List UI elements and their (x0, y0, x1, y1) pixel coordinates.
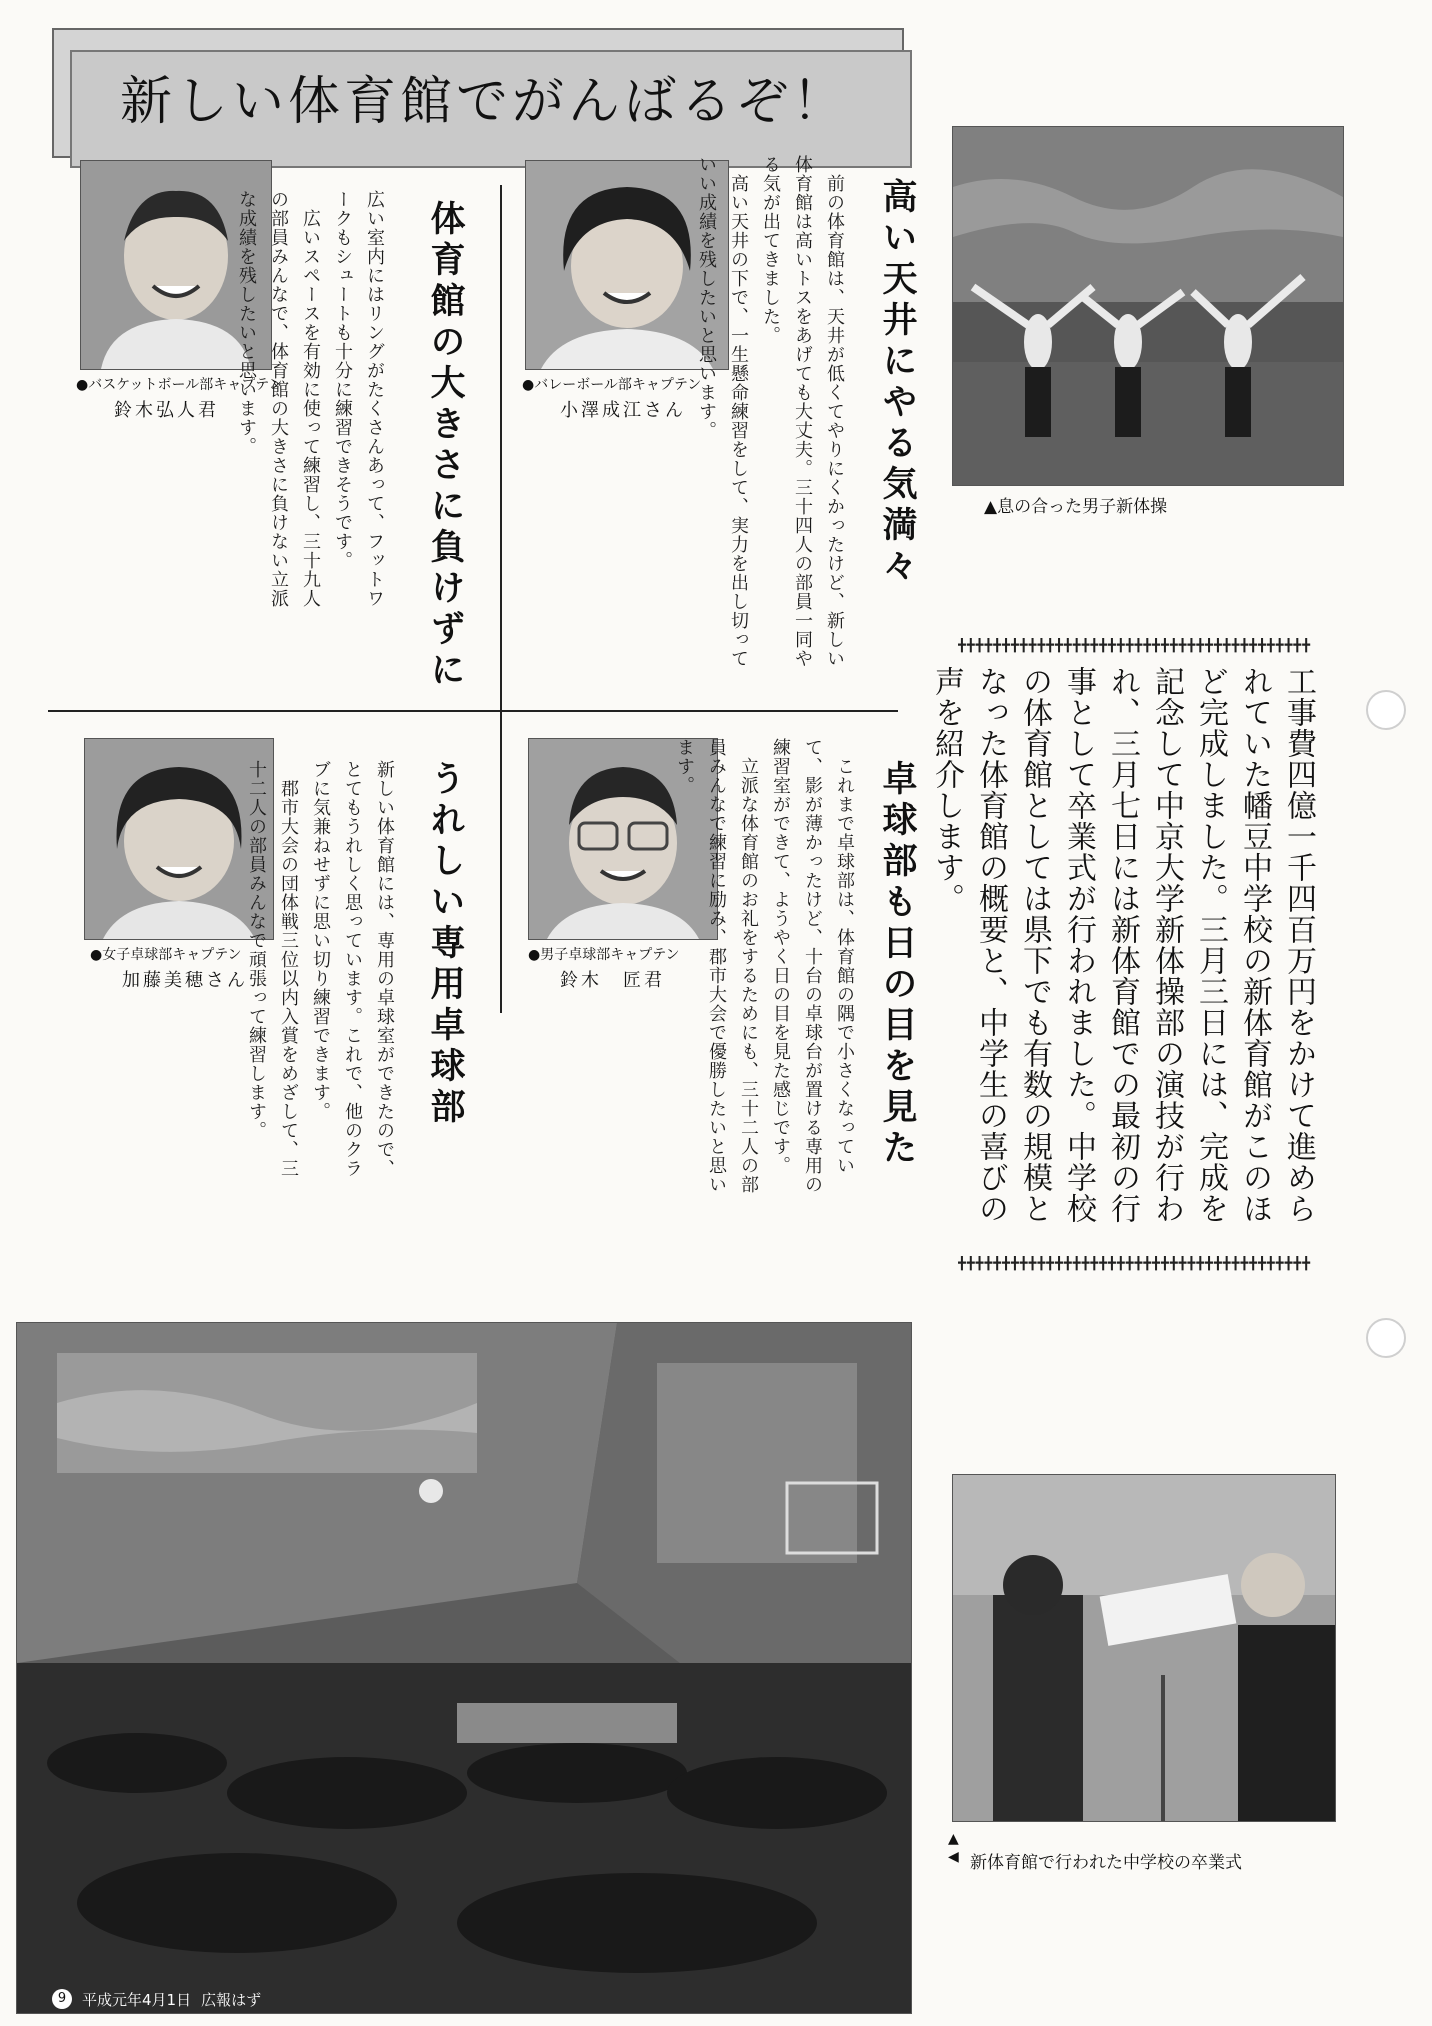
name-girls-table-tennis-captain: 加藤美穂さん (122, 970, 248, 991)
caption-graduation-ceremony: 新体育館で行われた中学校の卒業式 (970, 1853, 1242, 1873)
caption-ceremony-marks: ▲◀ (948, 1831, 959, 1865)
decorative-border-bottom: ╋╋╋╋╋╋╋╋╋╋╋╋╋╋╋╋╋╋╋╋╋╋╋╋╋╋╋╋╋╋╋╋╋╋╋╋╋╋╋╋ (958, 1256, 1312, 1271)
text-boys-table-tennis: これまで卓球部は、体育館の隅で小さくなっていて、影が薄かったけど、十台の卓球台が置ける専用の練習室ができて、ようやく日の目を見た感じです。 立派な体育館のお礼をするためにも、三十二人の部員みんなで練習に励み、郡市大会で優勝したいと思います。 (674, 738, 855, 1194)
text-basketball: 広い室内にはリングがたくさんあって、フットワークもシュートも十分に練習できそうです。 広いスペースを有効に使って練習し、三十九人の部員みんなで、体育館の大きさに負けない立派な成績を残したいと思います。 (236, 190, 385, 608)
photo-mens-rhythmic-gymnastics (952, 126, 1344, 486)
name-boys-table-tennis-captain: 鈴木 匠君 (560, 970, 665, 991)
heading-boys-table-tennis: 卓球部も日の目を見た (877, 760, 918, 1170)
page-number: 9 (52, 1989, 72, 2009)
panel-divider-horizontal (48, 710, 898, 712)
footer-date: 平成元年4月1日 (82, 1990, 192, 2009)
heading-volleyball: 高い天井にやる気満々 (877, 178, 918, 588)
caption-volleyball-role: ●バレーボール部キャプテン (522, 377, 702, 393)
caption-basketball-role: ●バスケットボール部キャプテン (76, 377, 283, 393)
page-headline: 新しい体育館でがんばるぞ！ (119, 72, 848, 132)
text-volleyball: 前の体育館は、天井が低くてやりにくかったけど、新しい体育館は高いトスをあげても大丈夫。三十四人の部員一同やる気が出てきました。 高い天井の下で、一生懸命練習をして、実力を出し切っていい成績を残したいと思います。 (696, 155, 845, 668)
name-basketball-captain: 鈴木弘人君 (114, 400, 219, 421)
name-volleyball-captain: 小澤成江さん (560, 400, 686, 421)
heading-girls-table-tennis: うれしい専用卓球部 (425, 760, 466, 1129)
footer-publication: 広報はず (201, 1990, 262, 2009)
page-footer (52, 1987, 261, 2011)
binder-hole-top (1366, 690, 1406, 730)
intro-text: 工事費四億一千四百万円をかけて進められていた幡豆中学校の新体育館がこのほど完成しました。三月三日には、完成を記念して中京大学新体操部の演技が行われ、三月七日には新体育館での最初の行事として卒業式が行われました。中学校の体育館としては県下でも有数の規模となった体育館の概要と、中学生の喜びの声を紹介します。 (929, 666, 1316, 1224)
text-girls-table-tennis: 新しい体育館には、専用の卓球室ができたので、とてもうれしく思っています。これで、他のクラブに気兼ねせずに思い切り練習できます。 郡市大会の団体戦三位以内入賞をめざして、三十二人の部員みんなで頑張って練習します。 (246, 760, 395, 1178)
caption-girls-table-tennis-role: ●女子卓球部キャプテン (90, 947, 242, 963)
caption-gymnastics: ▲息の合った男子新体操 (984, 497, 1168, 517)
photo-graduation-ceremony-hall (16, 1322, 912, 2014)
title-banner (52, 28, 904, 158)
heading-basketball: 体育館の大きさに負けずに (425, 200, 466, 692)
decorative-border-top: ╋╋╋╋╋╋╋╋╋╋╋╋╋╋╋╋╋╋╋╋╋╋╋╋╋╋╋╋╋╋╋╋╋╋╋╋╋╋╋╋ (958, 638, 1312, 653)
binder-hole-bottom (1366, 1318, 1406, 1358)
caption-boys-table-tennis-role: ●男子卓球部キャプテン (528, 947, 680, 963)
panel-divider-vertical (500, 185, 502, 1013)
photo-diploma-presentation (952, 1474, 1336, 1822)
